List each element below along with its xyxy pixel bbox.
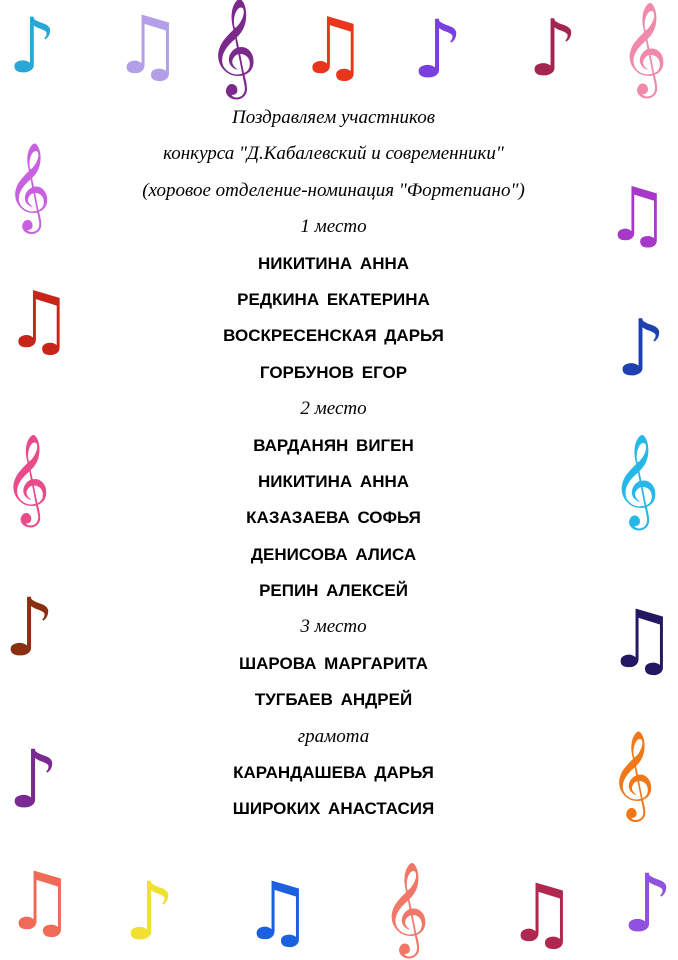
eighth-note-icon: ♪ [622,857,674,950]
beamed-notes-icon: ♫ [604,172,671,258]
treble-clef-icon: 𝄞 [620,1,668,94]
treble-clef-icon: 𝄞 [612,433,660,526]
section-title: 1 место [300,216,367,238]
participant-name: ШАРОВА МАРГАРИТА [239,653,428,673]
beamed-notes-icon: ♫ [606,593,678,686]
section-title: грамота [297,725,370,747]
participant-name: КАЗАЗАЕВА СОФЬЯ [246,508,421,528]
eighth-note-icon: ♪ [8,733,60,826]
treble-clef-icon: 𝄞 [208,0,258,95]
beamed-notes-icon: ♫ [298,2,368,92]
treble-clef-icon: 𝄞 [4,434,51,524]
treble-clef-icon: 𝄞 [382,861,430,954]
treble-clef-icon: 𝄞 [610,729,655,818]
participant-name: НИКИТИНА АННА [257,253,410,273]
participant-name: ВАРДАНЯН ВИГЕН [253,435,414,455]
section-title: 3 место [300,616,367,638]
treble-clef-icon: 𝄞 [6,141,51,230]
eighth-note-icon: ♪ [4,581,56,674]
participant-name: РЕДКИНА ЕКАТЕРИНА [237,289,430,309]
participant-name: ВОСКРЕСЕНСКАЯ ДАРЬЯ [223,326,444,346]
eighth-note-icon: ♪ [124,865,176,958]
eighth-note-icon: ♪ [8,1,57,90]
participant-name: КАРАНДАШЕВА ДАРЬЯ [233,763,434,783]
beamed-notes-icon: ♫ [4,276,74,366]
section-title: 2 место [300,398,367,420]
eighth-note-icon: ♪ [412,3,464,96]
participant-name: ГОРБУНОВ ЕГОР [259,362,408,382]
participant-name: РЕПИН АЛЕКСЕЙ [259,581,408,601]
header-line: конкурса "Д.Кабалевский и современники" [163,143,504,165]
header-line: Поздравляем участников [232,107,435,128]
eighth-note-icon: ♪ [616,304,666,394]
beamed-notes-icon: ♫ [242,865,314,958]
beamed-notes-icon: ♫ [112,0,184,92]
eighth-note-icon: ♪ [528,4,578,94]
participant-name: ДЕНИСОВА АЛИСА [250,544,417,564]
announcement [0,100,667,828]
participant-name: ТУГБАЕВ АНДРЕЙ [254,690,413,710]
participant-name: ШИРОКИХ АНАСТАСИЯ [232,799,435,819]
participant-name: НИКИТИНА АННА [257,471,410,491]
beamed-notes-icon: ♫ [4,855,76,948]
header-line: (хоровое отделение-номинация "Фортепиано") [142,179,525,201]
beamed-notes-icon: ♫ [506,867,578,960]
